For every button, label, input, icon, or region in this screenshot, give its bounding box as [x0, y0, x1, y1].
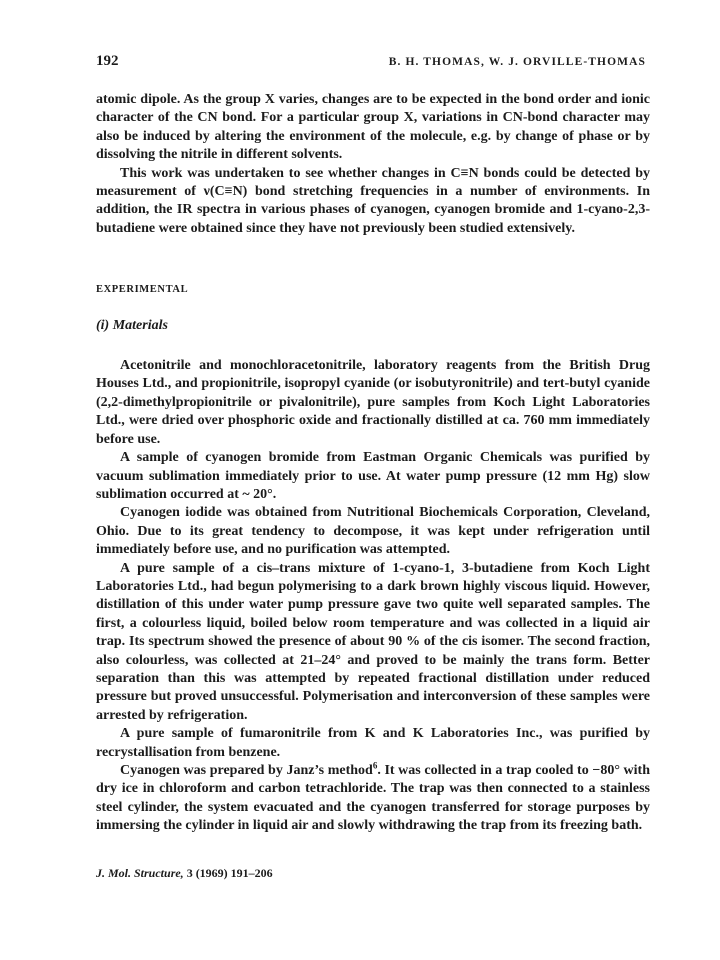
- page-footer: [96, 866, 273, 881]
- section-heading-experimental: EXPERIMENTAL: [96, 284, 189, 296]
- intro-paragraph-2: This work was undertaken to see whether changes in C≡N bonds could be detected by measurement of ν(C≡N) bond stretching frequencies in a number of environments. In addition, the IR spectra in various phases of cyanogen, cyanogen bromide and 1-cyano-2,3-butadiene were obtained since they have not previously been studied extensively.: [96, 165, 650, 236]
- article-body: [96, 91, 650, 836]
- page-header: [96, 53, 646, 70]
- running-head: B. H. THOMAS, W. J. ORVILLE-THOMAS: [388, 56, 646, 68]
- materials-paragraph-4: A pure sample of a cis–trans mixture of 1-cyano-1, 3-butadiene from Koch Light Laboratories Ltd., had begun polymerising to a dark brown highly viscous liquid. However, distillation of this under water pump pressure gave two quite well separated samples. The first, a colourless liquid, boiled below room temperature and was collected in a liquid air trap. Its spectrum showed the presence of about 90 % of the cis isomer. The second fraction, also colourless, was collected at 21–24° and proved to be mainly the trans form. Better separation than this was attempted by repeated fractional distillation under reduced pressure but proved unsuccessful. Polymerisation and interconversion of these samples were arrested by refrigeration.: [96, 560, 650, 723]
- subsection-heading-materials: (i) Materials: [96, 317, 168, 333]
- page-number: 192: [96, 53, 119, 69]
- materials-paragraph-3: Cyanogen iodide was obtained from Nutritional Biochemicals Corporation, Cleveland, Ohio. Due to its great tendency to decompose, it was kept under refrigeration until immediately before use, and no purification was attempted.: [96, 505, 650, 558]
- intro-paragraph-1: atomic dipole. As the group X varies, changes are to be expected in the bond order and ionic character of the CN bond. For a particular group X, variations in CN-bond character may also be induced by altering the environment of the molecule, e.g. by change of phase or by dissolving the nitrile in different solvents.: [96, 92, 650, 163]
- journal-name: J. Mol. Structure,: [96, 866, 184, 880]
- materials-paragraph-1: Acetonitrile and monochloracetonitrile, laboratory reagents from the British Drug Houses Ltd., and propionitrile, isopropyl cyanide (or isobutyronitrile) and tert-butyl cyanide (2,2-dimethylpropionitrile or pivalonitrile), pure samples from Koch Light Laboratories Ltd., were dried over phosphoric oxide and fractionally distilled at ca. 760 mm immediately before use.: [96, 358, 650, 447]
- materials-paragraph-5: A pure sample of fumaronitrile from K and K Laboratories Inc., was purified by recrystallisation from benzene.: [96, 726, 650, 760]
- paragraph-text: Cyanogen was prepared by Janz’s method: [120, 763, 373, 778]
- reference-superscript: 6: [372, 760, 378, 771]
- materials-paragraph-2: A sample of cyanogen bromide from Eastman Organic Chemicals was purified by vacuum sublimation immediately prior to use. At water pump pressure (12 mm Hg) slow sublimation occurred at ~ 20°.: [96, 450, 650, 502]
- paragraph-text: . It was collected in a trap cooled to −80° with dry ice in chloroform and carbon tetrachloride. The trap was then connected to a stainless steel cylinder, the system evacuated and the cyanogen transferred for storage purposes by immersing the cylinder in liquid air and slowly withdrawing the trap from its freezing bath.: [96, 763, 650, 834]
- materials-paragraph-6: [96, 762, 650, 836]
- journal-citation: 3 (1969) 191–206: [183, 866, 273, 880]
